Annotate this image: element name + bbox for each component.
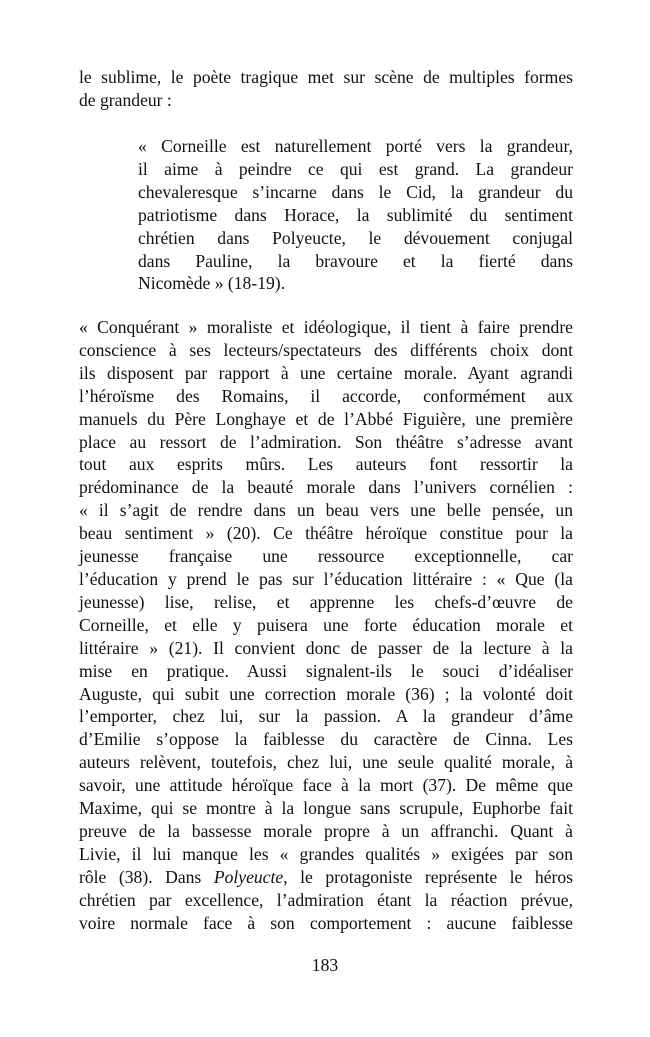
- quote-line: chevaleresque s’incarne dans le Cid, la grandeur du: [138, 181, 573, 202]
- text-line: voire normale face à son comportement : aucune faiblesse: [79, 912, 573, 933]
- quote-line: Nicomède » (18-19).: [138, 273, 286, 294]
- text-line: l’éducation y prend le pas sur l’éducation littéraire : « Que (la: [79, 568, 573, 589]
- quote-line: il aime à peindre ce qui est grand. La grandeur: [138, 158, 573, 179]
- text-line: de grandeur :: [79, 89, 172, 110]
- text-line: Maxime, qui se montre à la longue sans scrupule, Euphorbe fait: [79, 798, 573, 819]
- text-line: d’Emilie s’oppose la faiblesse du caractère de Cinna. Les: [79, 729, 573, 750]
- text-line: l’emporter, chez lui, sur la passion. A la grandeur d’âme: [79, 706, 573, 727]
- text-line: [79, 866, 573, 889]
- text-line: chrétien par excellence, l’admiration étant la réaction prévue,: [79, 889, 573, 910]
- text-line: tout aux esprits mûrs. Les auteurs font ressortir la: [79, 454, 573, 475]
- italic-title: Polyeucte,: [213, 866, 288, 887]
- text-line: Livie, il lui manque les « grandes qualités » exigées par son: [79, 843, 573, 864]
- quote-line: dans Pauline, la bravoure et la fierté dans: [138, 250, 573, 271]
- text-line: l’héroïsme des Romains, il accorde, conformément aux: [79, 385, 573, 406]
- text-segment: rôle (38). Dans: [79, 866, 214, 887]
- text-line: auteurs relèvent, toutefois, chez lui, une seule qualité morale, à: [79, 752, 573, 773]
- text-line: preuve de la bassesse morale propre à un affranchi. Quant à: [79, 820, 573, 841]
- text-line: Corneille, et elle y puisera une forte éducation morale et: [79, 614, 573, 635]
- text-line: place au ressort de l’admiration. Son théâtre s’adresse avant: [79, 431, 573, 452]
- text-line: Auguste, qui subit une correction morale (36) ; la volonté doit: [79, 683, 573, 704]
- page-number: 183: [311, 955, 339, 975]
- body-paragraph: [79, 316, 573, 934]
- quote-line: chrétien dans Polyeucte, le dévouement conjugal: [138, 227, 573, 248]
- quote-line: patriotisme dans Horace, la sublimité du sentiment: [138, 204, 573, 225]
- text-line: littéraire » (21). Il convient donc de passer de la lecture à la: [79, 637, 573, 658]
- text-line: conscience à ses lecteurs/spectateurs des différents choix dont: [79, 339, 573, 360]
- intro-paragraph: [79, 66, 573, 112]
- text-line: mise en pratique. Aussi signalent-ils le souci d’idéaliser: [79, 660, 573, 681]
- text-line: « Conquérant » moraliste et idéologique, il tient à faire prendre: [79, 317, 573, 337]
- text-line: ils disposent par rapport à une certaine morale. Ayant agrandi: [79, 362, 573, 383]
- text-line: beau sentiment » (20). Ce théâtre héroïque constitue pour la: [79, 523, 573, 544]
- text-line: « il s’agit de rendre dans un beau vers une belle pensée, un: [79, 500, 573, 521]
- text-line: jeunesse) lise, relise, et apprenne les chefs-d’œuvre de: [79, 591, 573, 612]
- text-segment: le protagoniste représente le héros: [287, 866, 574, 887]
- quote-line: « Corneille est naturellement porté vers la grandeur,: [138, 136, 573, 156]
- text-line: prédominance de la beauté morale dans l’univers cornélien :: [79, 477, 573, 498]
- block-quote: [138, 135, 573, 295]
- text-line: savoir, une attitude héroïque face à la mort (37). De même que: [79, 775, 573, 796]
- text-line: le sublime, le poète tragique met sur scène de multiples formes: [79, 67, 573, 87]
- text-line: manuels du Père Longhaye et de l’Abbé Figuière, une première: [79, 408, 573, 429]
- text-line: jeunesse française une ressource exceptionnelle, car: [79, 546, 573, 567]
